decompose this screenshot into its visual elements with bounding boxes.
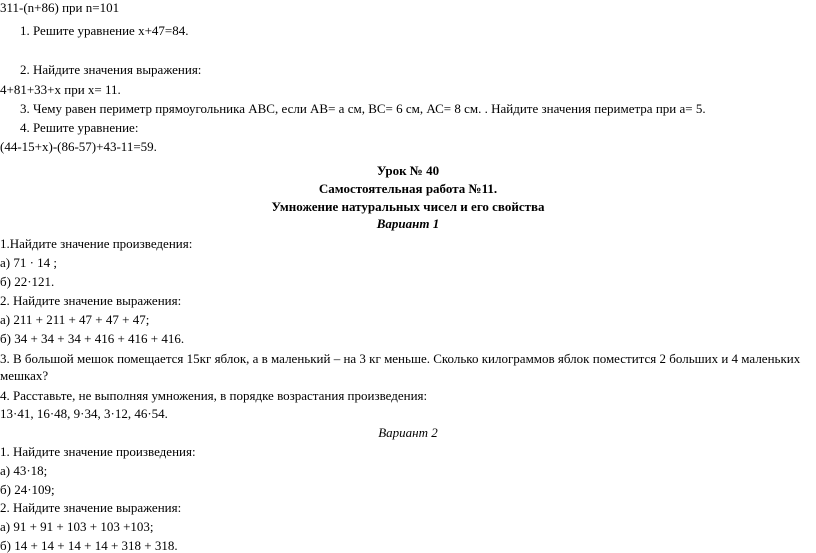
- v1-question-4a: 13·41, 16·48, 9·34, 3·12, 46·54.: [0, 406, 168, 421]
- v1-question-1a: а) 71 · 14 ;: [0, 255, 58, 270]
- task-2-heading: 2. Найдите значения выражения:: [20, 62, 202, 77]
- task-4-equation: (44-15+х)-(86-57)+43-11=59.: [0, 139, 157, 154]
- v1-question-1b: б) 22·121.: [0, 274, 55, 289]
- v2-question-1b: б) 24·109;: [0, 482, 55, 497]
- v2-question-2b: б) 14 + 14 + 14 + 14 + 318 + 318.: [0, 538, 178, 553]
- work-title: Самостоятельная работа №11.: [318, 181, 498, 196]
- topic-title: Умножение натуральных чисел и его свойства: [271, 199, 545, 214]
- v1-question-2a: а) 211 + 211 + 47 + 47 + 47;: [0, 312, 150, 327]
- task-1-equation: 1. Решите уравнение х+47=84.: [20, 23, 189, 38]
- variant-1-heading: Вариант 1: [376, 216, 440, 231]
- lesson-title: Урок № 40: [376, 163, 440, 178]
- v1-question-1: 1.Найдите значение произведения:: [0, 236, 193, 251]
- v1-question-2: 2. Найдите значение выражения:: [0, 293, 182, 308]
- task-2-expression: 4+81+33+х при х= 11.: [0, 82, 121, 97]
- v2-question-1a: а) 43·18;: [0, 463, 48, 478]
- v1-question-3: 3. В большой мешок помещается 15кг яблок, а в маленький – на 3 кг меньше. Сколько килограммов яблок поместится 2 больших и 4 маленьких мешках?: [0, 351, 801, 383]
- v2-question-2a: а) 91 + 91 + 103 + 103 +103;: [0, 519, 154, 534]
- task-4-heading: 4. Решите уравнение:: [20, 120, 139, 135]
- expression-line: 311-(n+86) при n=101: [0, 0, 120, 15]
- variant-2-heading: Вариант 2: [378, 425, 438, 440]
- v1-question-2b: б) 34 + 34 + 34 + 416 + 416 + 416.: [0, 331, 185, 346]
- task-3-perimeter: 3. Чему равен периметр прямоугольника АВС, если АВ= а см, ВС= 6 см, АС= 8 см. . Найдите значения периметра при а= 5.: [20, 101, 706, 116]
- v1-question-4: 4. Расставьте, не выполняя умножения, в порядке возрастания произведения:: [0, 388, 428, 403]
- v2-question-2: 2. Найдите значение выражения:: [0, 500, 182, 515]
- v2-question-1: 1. Найдите значение произведения:: [0, 444, 196, 459]
